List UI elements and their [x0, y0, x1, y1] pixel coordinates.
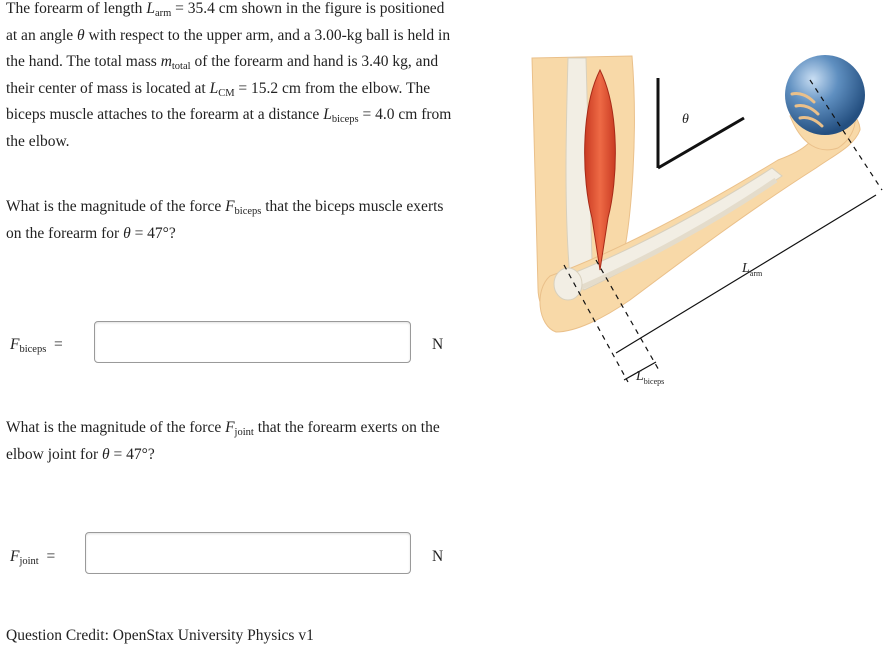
arm-figure [520, 50, 890, 410]
question-text: that the forearm exerts on the elbow joint for [6, 419, 440, 463]
question-text: = 47°? [130, 224, 176, 242]
subscript-total: total [171, 61, 191, 73]
intro-text: of the forearm and hand is 3.40 kg, and their center of mass is located at [6, 53, 439, 97]
question-text: What is the magnitude of the force [6, 419, 226, 436]
answer-label-joint [10, 548, 55, 566]
L-arm-label: $L_{arm}$ [742, 261, 763, 278]
question-text: What is the magnitude of the force [6, 198, 226, 215]
elbow-joint [554, 268, 582, 300]
joint-force-input[interactable] [85, 532, 411, 574]
equals-sign: = [54, 336, 63, 353]
symbol-m-total: m [160, 53, 172, 71]
subscript-biceps: biceps [331, 114, 359, 126]
symbol-theta: θ [123, 224, 131, 242]
symbol-F-biceps: F [225, 198, 235, 215]
symbol-theta: θ [77, 26, 85, 44]
symbol-F: F [10, 336, 20, 353]
subscript-cm: CM [218, 87, 235, 99]
intro-text: = 4.0 cm from the elbow. [6, 106, 452, 150]
intro-text: with respect to the upper arm, and a 3.00-kg ball is held in the hand. The total mass [6, 26, 451, 71]
unit-label-biceps: N [432, 336, 444, 353]
ball [785, 55, 865, 135]
arm-illustration [520, 50, 890, 410]
intro-text: = 35.4 cm shown in the figure is positioned at an angle [6, 0, 445, 44]
subscript-joint: joint [234, 427, 254, 438]
L-biceps-label: $L_{biceps}$ [636, 369, 665, 386]
question-text: = 47°? [109, 445, 155, 463]
symbol-L-biceps: L [323, 106, 332, 124]
symbol-L-arm: L [146, 0, 155, 17]
theta-label: θ [682, 112, 689, 127]
subscript-biceps: biceps [19, 344, 47, 355]
problem-intro [6, 0, 454, 156]
symbol-theta: θ [102, 445, 110, 463]
intro-text: The forearm of length [6, 0, 147, 17]
intro-text: = 15.2 cm from the elbow. The biceps muscle attaches to the forearm at a distance [6, 79, 431, 124]
subscript-joint: joint [19, 556, 39, 567]
question-text: that the biceps muscle exerts on the forearm for [6, 198, 444, 242]
angle-arm-line [658, 118, 744, 168]
symbol-F-joint: F [225, 419, 235, 436]
question-joint [6, 415, 454, 468]
question-biceps [6, 194, 454, 247]
biceps-force-input[interactable] [94, 321, 411, 363]
subscript-biceps: biceps [234, 206, 262, 217]
symbol-L-cm: L [209, 79, 219, 97]
equals-sign: = [46, 548, 56, 565]
unit-label-joint: N [432, 548, 444, 565]
symbol-F: F [10, 548, 20, 565]
answer-label-biceps [10, 336, 63, 354]
subscript-arm: arm [154, 8, 172, 19]
question-credit: Question Credit: OpenStax University Physics v1 [6, 627, 314, 644]
